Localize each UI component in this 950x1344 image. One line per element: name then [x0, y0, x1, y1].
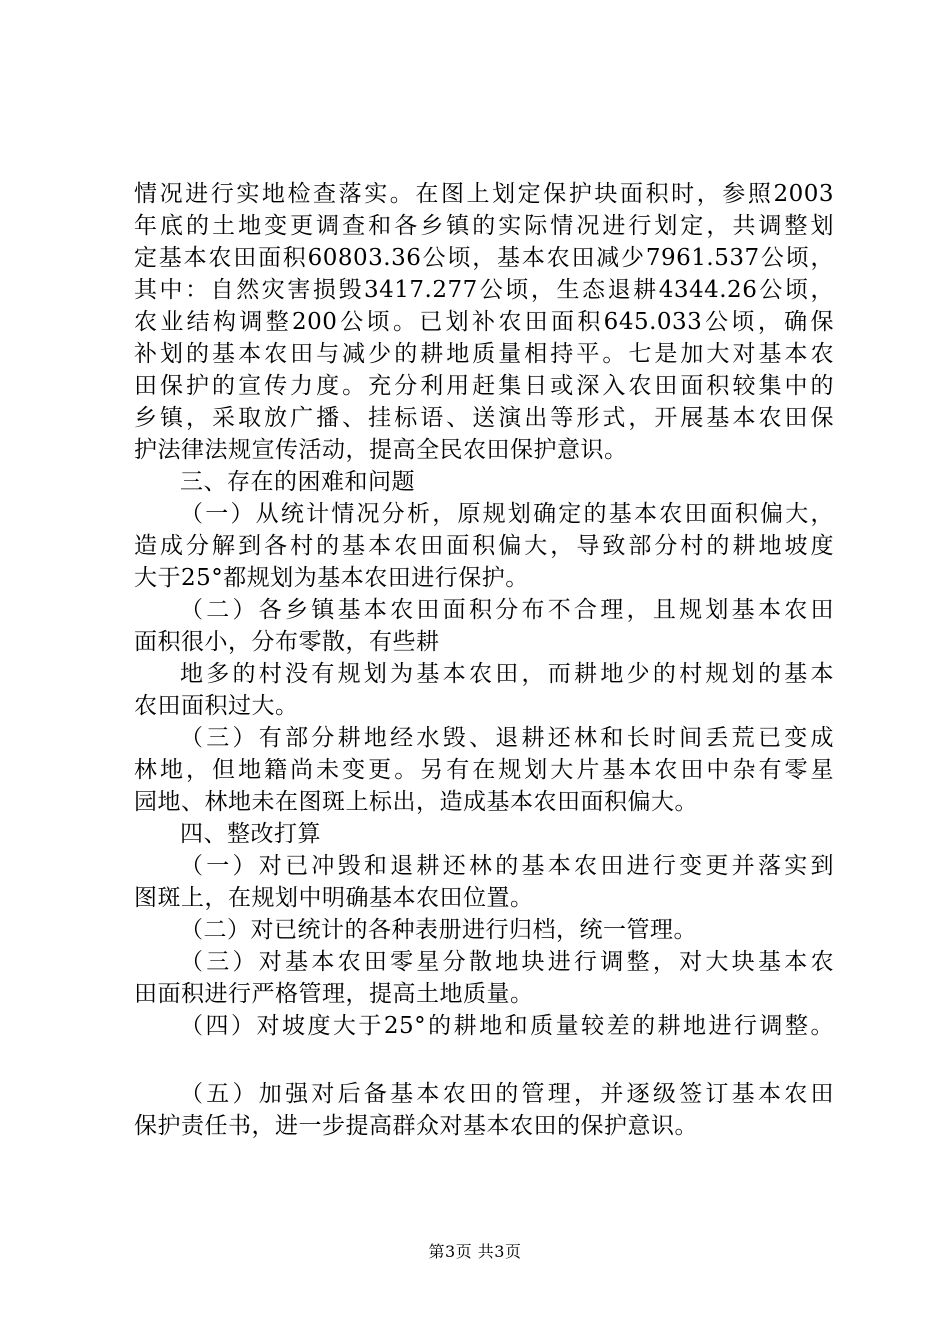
- text-line: 乡镇，采取放广播、挂标语、送演出等形式，开展基本农田保: [134, 405, 834, 431]
- text-line: （五）加强对后备基本农田的管理，并逐级签订基本农田: [180, 1081, 834, 1107]
- paragraph: [134, 178, 834, 466]
- paragraph: [134, 946, 834, 1010]
- text-line: 地多的村没有规划为基本农田，而耕地少的村规划的基本: [180, 661, 834, 687]
- text-line: 年底的土地变更调查和各乡镇的实际情况进行划定，共调整划: [134, 213, 834, 239]
- text-line: 林地，但地籍尚未变更。另有在规划大片基本农田中杂有零星: [134, 757, 834, 783]
- paragraph: [134, 498, 834, 594]
- page-number: 第3页 共3页: [428, 1242, 522, 1261]
- text-line: 面积很小，分布零散，有些耕: [134, 629, 440, 655]
- text-line: （二）各乡镇基本农田面积分布不合理，且规划基本农田: [180, 597, 834, 623]
- document-body: [134, 178, 834, 1142]
- text-line: 定基本农田面积60803.36公顷，基本农田减少7961.537公顷，: [134, 245, 834, 271]
- text-line: （一）从统计情况分析，原规划确定的基本农田面积偏大，: [180, 501, 834, 527]
- heading-text: 三、存在的困难和问题: [180, 469, 415, 495]
- paragraph: [134, 722, 834, 818]
- text-line: （一）对已冲毁和退耕还林的基本农田进行变更并落实到: [180, 853, 834, 879]
- text-line: 造成分解到各村的基本农田面积偏大，导致部分村的耕地坡度: [134, 533, 834, 559]
- paragraph: [134, 914, 834, 946]
- text-line: 其中：自然灾害损毁3417.277公顷，生态退耕4344.26公顷，: [134, 277, 834, 303]
- paragraph: [134, 1078, 834, 1142]
- paragraph: [134, 850, 834, 914]
- blank-line: [134, 1042, 834, 1078]
- text-line: 园地、林地未在图斑上标出，造成基本农田面积偏大。: [134, 789, 698, 815]
- text-line: 农业结构调整200公顷。已划补农田面积645.033公顷，确保: [134, 309, 834, 335]
- text-line: 大于25°都规划为基本农田进行保护。: [134, 565, 529, 591]
- text-line: 田保护的宣传力度。充分利用赶集日或深入农田面积较集中的: [134, 373, 834, 399]
- paragraph: [134, 658, 834, 722]
- paragraph: [134, 1010, 834, 1042]
- page-footer: [0, 1240, 950, 1264]
- section-heading: [134, 466, 834, 498]
- text-line: 护法律法规宣传活动，提高全民农田保护意识。: [134, 437, 628, 463]
- text-line: 农田面积过大。: [134, 693, 299, 719]
- text-line: 情况进行实地检查落实。在图上划定保护块面积时，参照2003: [134, 181, 834, 207]
- text-line: （二）对已统计的各种表册进行归档，统一管理。: [180, 917, 697, 943]
- heading-text: 四、整改打算: [180, 821, 321, 847]
- text-line: 田面积进行严格管理，提高土地质量。: [134, 981, 534, 1007]
- section-heading: [134, 818, 834, 850]
- text-line: 保护责任书，进一步提高群众对基本农田的保护意识。: [134, 1113, 698, 1139]
- text-line: （三）有部分耕地经水毁、退耕还林和长时间丢荒已变成: [180, 725, 834, 751]
- paragraph: [134, 594, 834, 658]
- text-line: （四）对坡度大于25°的耕地和质量较差的耕地进行调整。: [180, 1013, 834, 1039]
- text-line: 补划的基本农田与减少的耕地质量相持平。七是加大对基本农: [134, 341, 834, 367]
- text-line: （三）对基本农田零星分散地块进行调整，对大块基本农: [180, 949, 834, 975]
- text-line: 图斑上，在规划中明确基本农田位置。: [134, 885, 534, 911]
